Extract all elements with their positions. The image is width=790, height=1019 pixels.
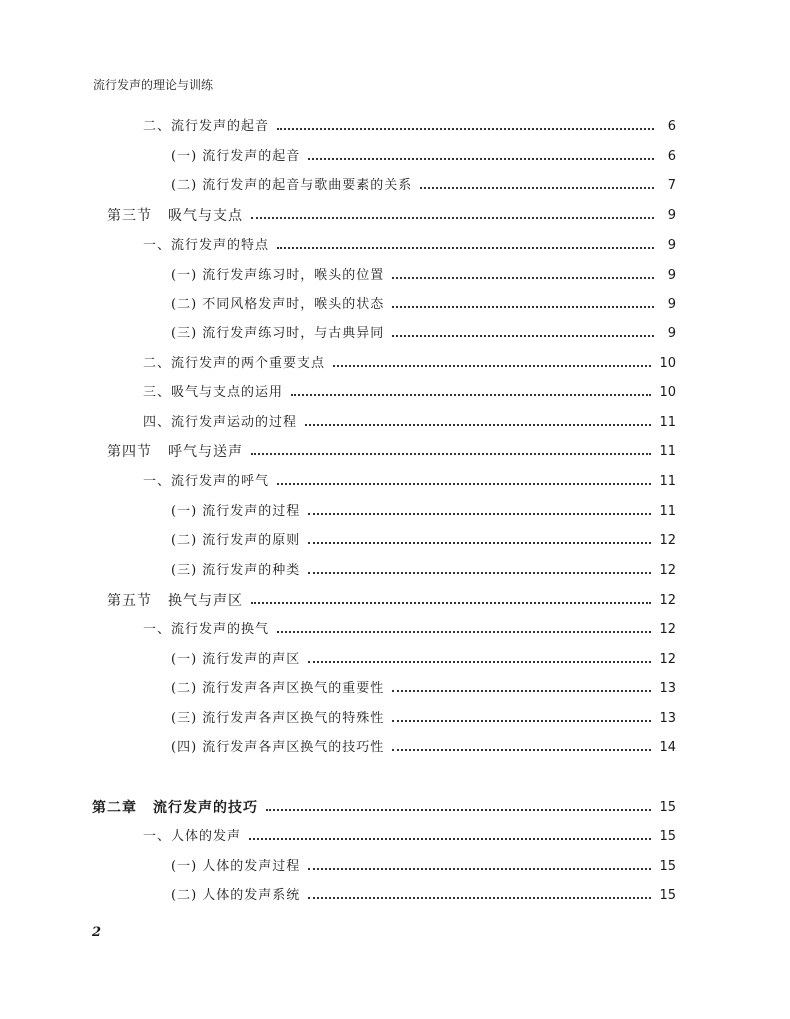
dot-leader bbox=[392, 720, 651, 722]
toc-entry[interactable] bbox=[171, 737, 676, 759]
toc-entry-page: 9 bbox=[667, 297, 676, 312]
toc-entry-title: 呼气与送声 bbox=[168, 444, 243, 460]
toc-entry-title: (二) 不同风格发声时，喉头的状态 bbox=[171, 297, 385, 312]
toc-entry-page: 15 bbox=[659, 859, 676, 874]
dot-leader bbox=[277, 483, 651, 485]
toc-entry-title: 换气与声区 bbox=[168, 593, 243, 609]
toc-entry-page: 13 bbox=[659, 711, 676, 726]
toc-entry[interactable] bbox=[171, 649, 676, 671]
toc-entry-page: 9 bbox=[667, 208, 676, 223]
toc-entry-page: 15 bbox=[659, 800, 676, 815]
toc-entry-page: 9 bbox=[667, 238, 676, 253]
dot-leader bbox=[308, 897, 651, 899]
toc-entry-page: 10 bbox=[659, 356, 676, 371]
toc-entry-page: 9 bbox=[667, 326, 676, 341]
toc-entry-title: (四) 流行发声各声区换气的技巧性 bbox=[171, 740, 385, 755]
toc-entry-title: 流行发声的技巧 bbox=[153, 800, 258, 816]
toc-entry[interactable] bbox=[171, 294, 676, 316]
toc-entry-title: (二) 人体的发声系统 bbox=[171, 888, 301, 903]
toc-entry-title: 四、流行发声运动的过程 bbox=[143, 415, 298, 430]
dot-leader bbox=[251, 602, 651, 604]
toc-entry-title: 一、流行发声的特点 bbox=[143, 238, 270, 253]
toc-entry-page: 11 bbox=[659, 504, 676, 519]
dot-leader bbox=[308, 513, 651, 515]
toc-entry-page: 11 bbox=[659, 415, 676, 430]
toc-entry[interactable] bbox=[171, 885, 676, 907]
toc-chapter-entry[interactable] bbox=[92, 797, 676, 819]
toc-entry[interactable] bbox=[171, 501, 676, 523]
toc-entry-title: (三) 流行发声各声区换气的特殊性 bbox=[171, 711, 385, 726]
toc-section-number: 第四节 bbox=[107, 444, 152, 460]
toc-entry-page: 12 bbox=[659, 652, 676, 667]
dot-leader bbox=[308, 158, 654, 160]
dot-leader bbox=[308, 868, 651, 870]
toc-entry-page: 12 bbox=[659, 563, 676, 578]
dot-leader bbox=[308, 542, 651, 544]
toc-entry-page: 11 bbox=[659, 474, 676, 489]
toc-entry-page: 12 bbox=[659, 622, 676, 637]
toc-entry[interactable] bbox=[171, 265, 676, 287]
dot-leader bbox=[266, 809, 651, 811]
dot-leader bbox=[420, 187, 654, 189]
toc-entry[interactable] bbox=[143, 619, 676, 641]
toc-entry[interactable] bbox=[171, 678, 676, 700]
dot-leader bbox=[392, 277, 654, 279]
toc-section-number: 第三节 bbox=[107, 208, 152, 224]
toc-entry[interactable] bbox=[171, 146, 676, 168]
toc-entry[interactable] bbox=[143, 235, 676, 257]
toc-entry-page: 13 bbox=[659, 681, 676, 696]
toc-entry-title: (二) 流行发声的原则 bbox=[171, 533, 301, 548]
toc-entry-page: 10 bbox=[659, 385, 676, 400]
dot-leader bbox=[308, 572, 651, 574]
toc-entry-title: 吸气与支点 bbox=[168, 208, 243, 224]
toc-entry-title: (一) 流行发声的起音 bbox=[171, 149, 301, 164]
toc-section-entry[interactable] bbox=[107, 441, 676, 463]
dot-leader bbox=[333, 365, 651, 367]
dot-leader bbox=[277, 631, 651, 633]
toc-entry-title: 一、流行发声的呼气 bbox=[143, 474, 270, 489]
toc-entry-page: 9 bbox=[667, 268, 676, 283]
toc-entry[interactable] bbox=[171, 708, 676, 730]
toc-entry-title: 二、流行发声的起音 bbox=[143, 119, 270, 134]
dot-leader bbox=[251, 453, 651, 455]
dot-leader bbox=[305, 424, 651, 426]
toc-section-entry[interactable] bbox=[107, 205, 676, 227]
running-header: 流行发声的理论与训练 bbox=[93, 78, 214, 92]
toc-entry[interactable] bbox=[171, 560, 676, 582]
dot-leader bbox=[251, 217, 654, 219]
toc-entry-page: 6 bbox=[667, 119, 676, 134]
dot-leader bbox=[308, 661, 651, 663]
dot-leader bbox=[291, 394, 651, 396]
toc-entry-title: 一、流行发声的换气 bbox=[143, 622, 270, 637]
toc-entry-title: (二) 流行发声的起音与歌曲要素的关系 bbox=[171, 178, 413, 193]
toc-entry-page: 12 bbox=[659, 593, 676, 608]
toc-chapter-number: 第二章 bbox=[92, 800, 137, 816]
toc-entry-page: 6 bbox=[667, 149, 676, 164]
page-number: 2 bbox=[92, 925, 102, 940]
toc-entry[interactable] bbox=[143, 116, 676, 138]
toc-entry-page: 14 bbox=[659, 740, 676, 755]
toc-entry-page: 7 bbox=[667, 178, 676, 193]
toc-entry-page: 12 bbox=[659, 533, 676, 548]
dot-leader bbox=[277, 247, 654, 249]
toc-entry[interactable] bbox=[171, 175, 676, 197]
dot-leader bbox=[392, 306, 654, 308]
toc-entry-page: 11 bbox=[659, 444, 676, 459]
toc-entry[interactable] bbox=[143, 471, 676, 493]
toc-entry-title: 二、流行发声的两个重要支点 bbox=[143, 356, 326, 371]
toc-entry-page: 15 bbox=[659, 829, 676, 844]
dot-leader bbox=[392, 690, 651, 692]
toc-entry-title: (一) 流行发声练习时，喉头的位置 bbox=[171, 268, 385, 283]
toc-entry[interactable] bbox=[143, 353, 676, 375]
toc-entry[interactable] bbox=[143, 382, 676, 404]
toc-entry[interactable] bbox=[143, 826, 676, 848]
toc-entry[interactable] bbox=[171, 530, 676, 552]
toc-entry[interactable] bbox=[171, 856, 676, 878]
toc-entry-title: (三) 流行发声练习时，与古典异同 bbox=[171, 326, 385, 341]
toc-entry-title: (二) 流行发声各声区换气的重要性 bbox=[171, 681, 385, 696]
toc-entry-page: 15 bbox=[659, 888, 676, 903]
toc-entry-title: (一) 人体的发声过程 bbox=[171, 859, 301, 874]
toc-entry-title: 三、吸气与支点的运用 bbox=[143, 385, 284, 400]
toc-entry-title: (三) 流行发声的种类 bbox=[171, 563, 301, 578]
toc-entry-title: 一、人体的发声 bbox=[143, 829, 242, 844]
dot-leader bbox=[392, 335, 654, 337]
toc-section-number: 第五节 bbox=[107, 593, 152, 609]
toc-section-entry[interactable] bbox=[107, 590, 676, 612]
toc-entry[interactable] bbox=[143, 412, 676, 434]
toc-entry-title: (一) 流行发声的声区 bbox=[171, 652, 301, 667]
toc-entry-title: (一) 流行发声的过程 bbox=[171, 504, 301, 519]
dot-leader bbox=[277, 128, 654, 130]
toc-entry[interactable] bbox=[171, 323, 676, 345]
dot-leader bbox=[249, 838, 651, 840]
dot-leader bbox=[392, 749, 651, 751]
